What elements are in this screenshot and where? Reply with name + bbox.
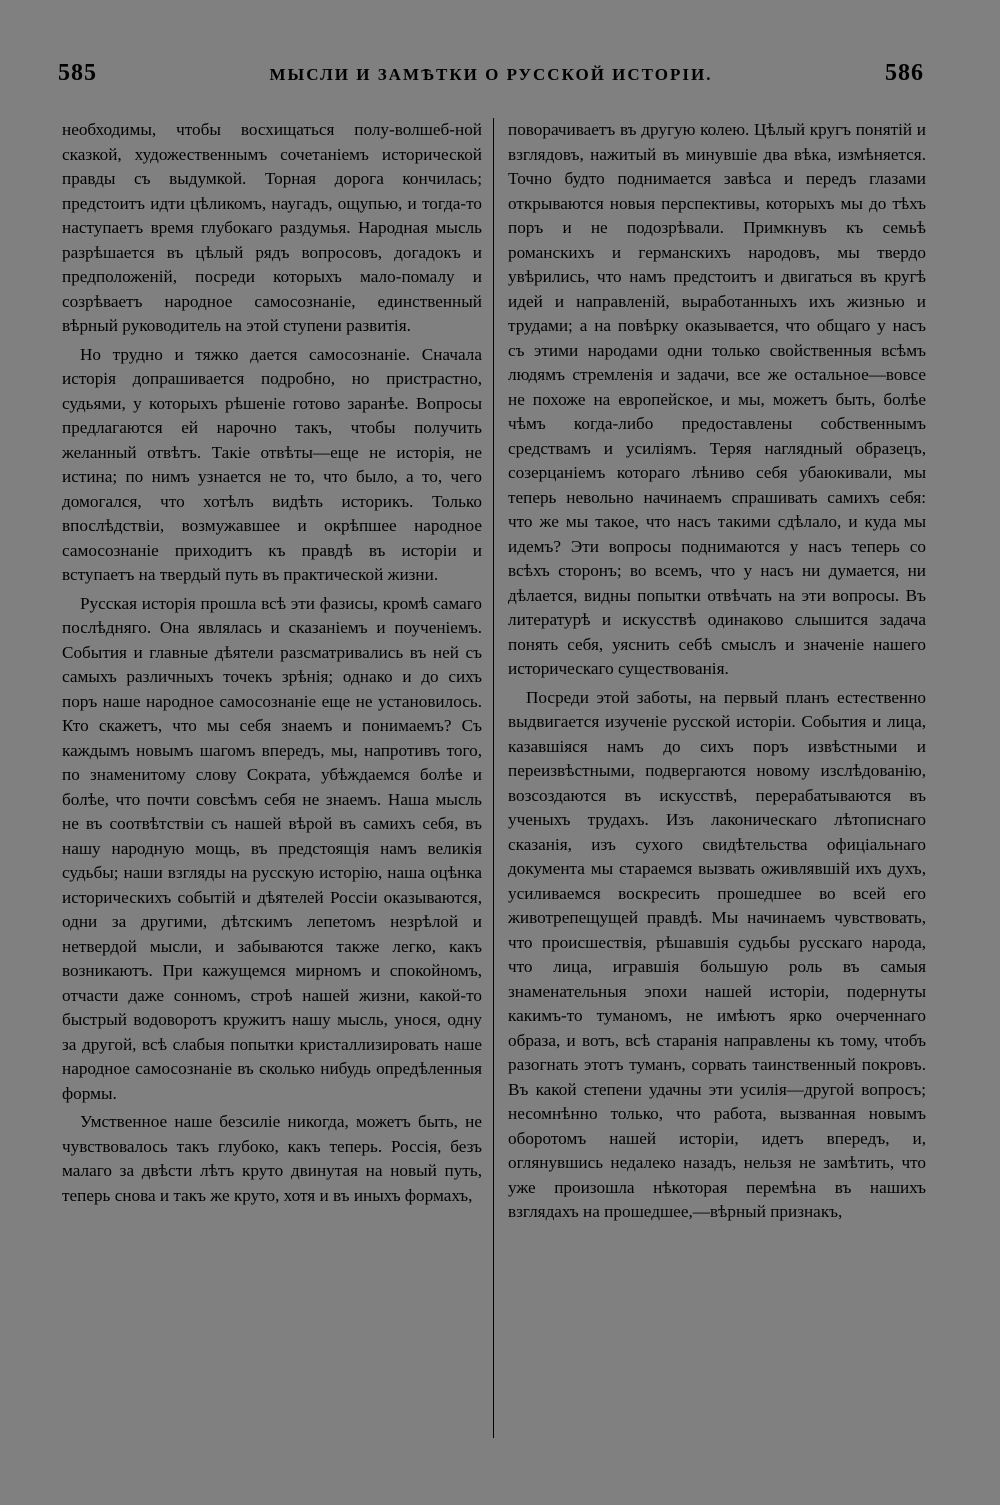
page-number-left: 585 [58,60,97,86]
page-number-right: 586 [885,60,924,86]
column-divider [493,118,494,1438]
page-header [58,60,924,90]
paragraph: Но трудно и тяжко дается самосознаніе. Сначала исторія допрашивается подробно, но пристрастно, судьями, у которыхъ рѣшеніе готово заранѣе. Вопросы предлагаются ей нарочно такъ, чтобы получить желанный отвѣтъ. Такіе отвѣты—еще не исторія, не истина; по нимъ узнается не то, что было, а то, чего домогался, что хотѣлъ видѣть историкъ. Только впослѣдствіи, возмужавшее и окрѣпшее народное самосознаніе приходитъ къ правдѣ въ исторіи и вступаетъ на твердый путь въ практической жизни. [62,344,482,584]
paragraph: Умственное наше безсиліе никогда, можетъ быть, не чувствовалось такъ глубоко, какъ теперь. Россія, безъ малаго за двѣсти лѣтъ круто двинутая на новый путь, теперь снова и такъ же круто, хотя и въ иныхъ формахъ, [62,1112,482,1205]
left-column [62,118,482,1428]
paragraph: Посреди этой заботы, на первый планъ естественно выдвигается изученіе русской исторіи. События и лица, казавшіяся намъ до сихъ поръ извѣстными и переизвѣстными, подвергаются новому изслѣдованію, возсоздаются въ искусствѣ, перерабатываются въ ученыхъ трудахъ. Изъ лаконическаго лѣтописнаго сказанія, изъ сухого свидѣтельства офиціальнаго документа мы стараемся вызвать оживлявшій ихъ духъ, усиливаемся воскресить прошедшее во всей его животрепещущей правдѣ. Мы начинаемъ чувствовать, что происшествія, рѣшавшія судьбы русскаго народа, что лица, игравшія большую роль въ самыя знаменательныя эпохи нашей исторіи, подернуты какимъ-то туманомъ, не имѣютъ ярко очерченнаго образа, и вотъ, всѣ старанія направлены къ тому, чтобъ разогнать этотъ туманъ, сорвать таинственный покровъ. Въ какой степени удачны эти усилія—другой вопросъ; несомнѣнно только, что работа, вызванная новымъ оборотомъ нашей исторіи, идетъ впередъ, и, оглянувшись недалеко назадъ, нельзя не замѣтить, что уже произошла нѣкоторая перемѣна въ нашихъ взглядахъ на прошедшее,—вѣрный признакъ, [508,687,926,1221]
paragraph: необходимы, чтобы восхищаться полу-волшеб-ной сказкой, художественнымъ сочетаніемъ исторической правды съ выдумкой. Торная дорога кончилась; предстоитъ идти цѣликомъ, наугадъ, ощупью, и тогда-то наступаетъ время глубокаго раздумья. Народная мысль разрѣшается въ цѣлый рядъ вопросовъ, догадокъ и предположеній, посреди которыхъ мало-помалу и созрѣваетъ народное самосознаніе, единственный вѣрный руководитель на этой ступени развитія. [62,120,482,335]
paragraph: Русская исторія прошла всѣ эти фазисы, кромѣ самаго послѣдняго. Она являлась и сказаніемъ и поученіемъ. События и главные дѣятели разсматривались въ ней съ самыхъ различныхъ точекъ зрѣнія; однако и до сихъ поръ наше народное самосознаніе еще не установилось. Кто скажетъ, что мы себя знаемъ и понимаемъ? Съ каждымъ новымъ шагомъ впередъ, мы, напротивъ того, по знаменитому слову Сократа, убѣждаемся болѣе и болѣе, что почти совсѣмъ себя не знаемъ. Наша мысль не въ соотвѣтствіи съ нашей вѣрой въ самихъ себя, въ нашу народную мощь, въ предстоящія намъ великія судьбы; наши взгляды на русскую исторію, наша оцѣнка историческихъ событій и дѣятелей Россіи оказываются, одни за другими, дѣтскимъ лепетомъ незрѣлой и нетвердой мысли, и забываются также легко, какъ возникаютъ. При кажущемся мирномъ и спокойномъ, отчасти даже сонномъ, строѣ нашей жизни, какой-то быстрый водоворотъ кружитъ нашу мысль, унося, одну за другой, всѣ слабыя попытки кристаллизировать наше народное самосознаніе въ сколько нибудь опредѣленныя формы. [62,593,482,1103]
paragraph: поворачиваетъ въ другую колею. Цѣлый кругъ понятій и взглядовъ, нажитый въ минувшіе два вѣка, измѣняется. Точно будто поднимается завѣса и передъ глазами открываются новыя перспективы, которыхъ мы до тѣхъ поръ и не подозрѣвали. Примкнувъ къ семьѣ романскихъ и германскихъ народовъ, мы твердо увѣрились, что намъ предстоитъ и двигаться въ кругѣ идей и направленій, выработанныхъ ихъ жизнью и трудами; а на повѣрку оказывается, что общаго у насъ съ этими народами одни только свойственныя всѣмъ людямъ стремленія и задачи, все же остальное—вовсе не похоже на европейское, и мы, можетъ быть, болѣе чѣмъ когда-либо предоставлены собственнымъ средствамъ и усиліямъ. Теряя наглядный образецъ, созерцаніемъ котораго лѣниво себя убаюкивали, мы теперь невольно начинаемъ спрашивать самихъ себя: что же мы такое, что насъ такими сдѣлало, и куда мы идемъ? Эти вопросы поднимаются у насъ теперь со всѣхъ сторонъ; во всемъ, что у насъ ни думается, ни дѣлается, видны попытки отвѣчать на эти вопросы. Въ литературѣ и искусствѣ одинаково слышится задача понять себя, уяснить себѣ смыслъ и значеніе нашего историческаго существованія. [508,120,926,678]
running-title: МЫСЛИ И ЗАМѢТКИ О РУССКОЙ ИСТОРІИ. [269,65,713,84]
right-column [508,118,926,1428]
